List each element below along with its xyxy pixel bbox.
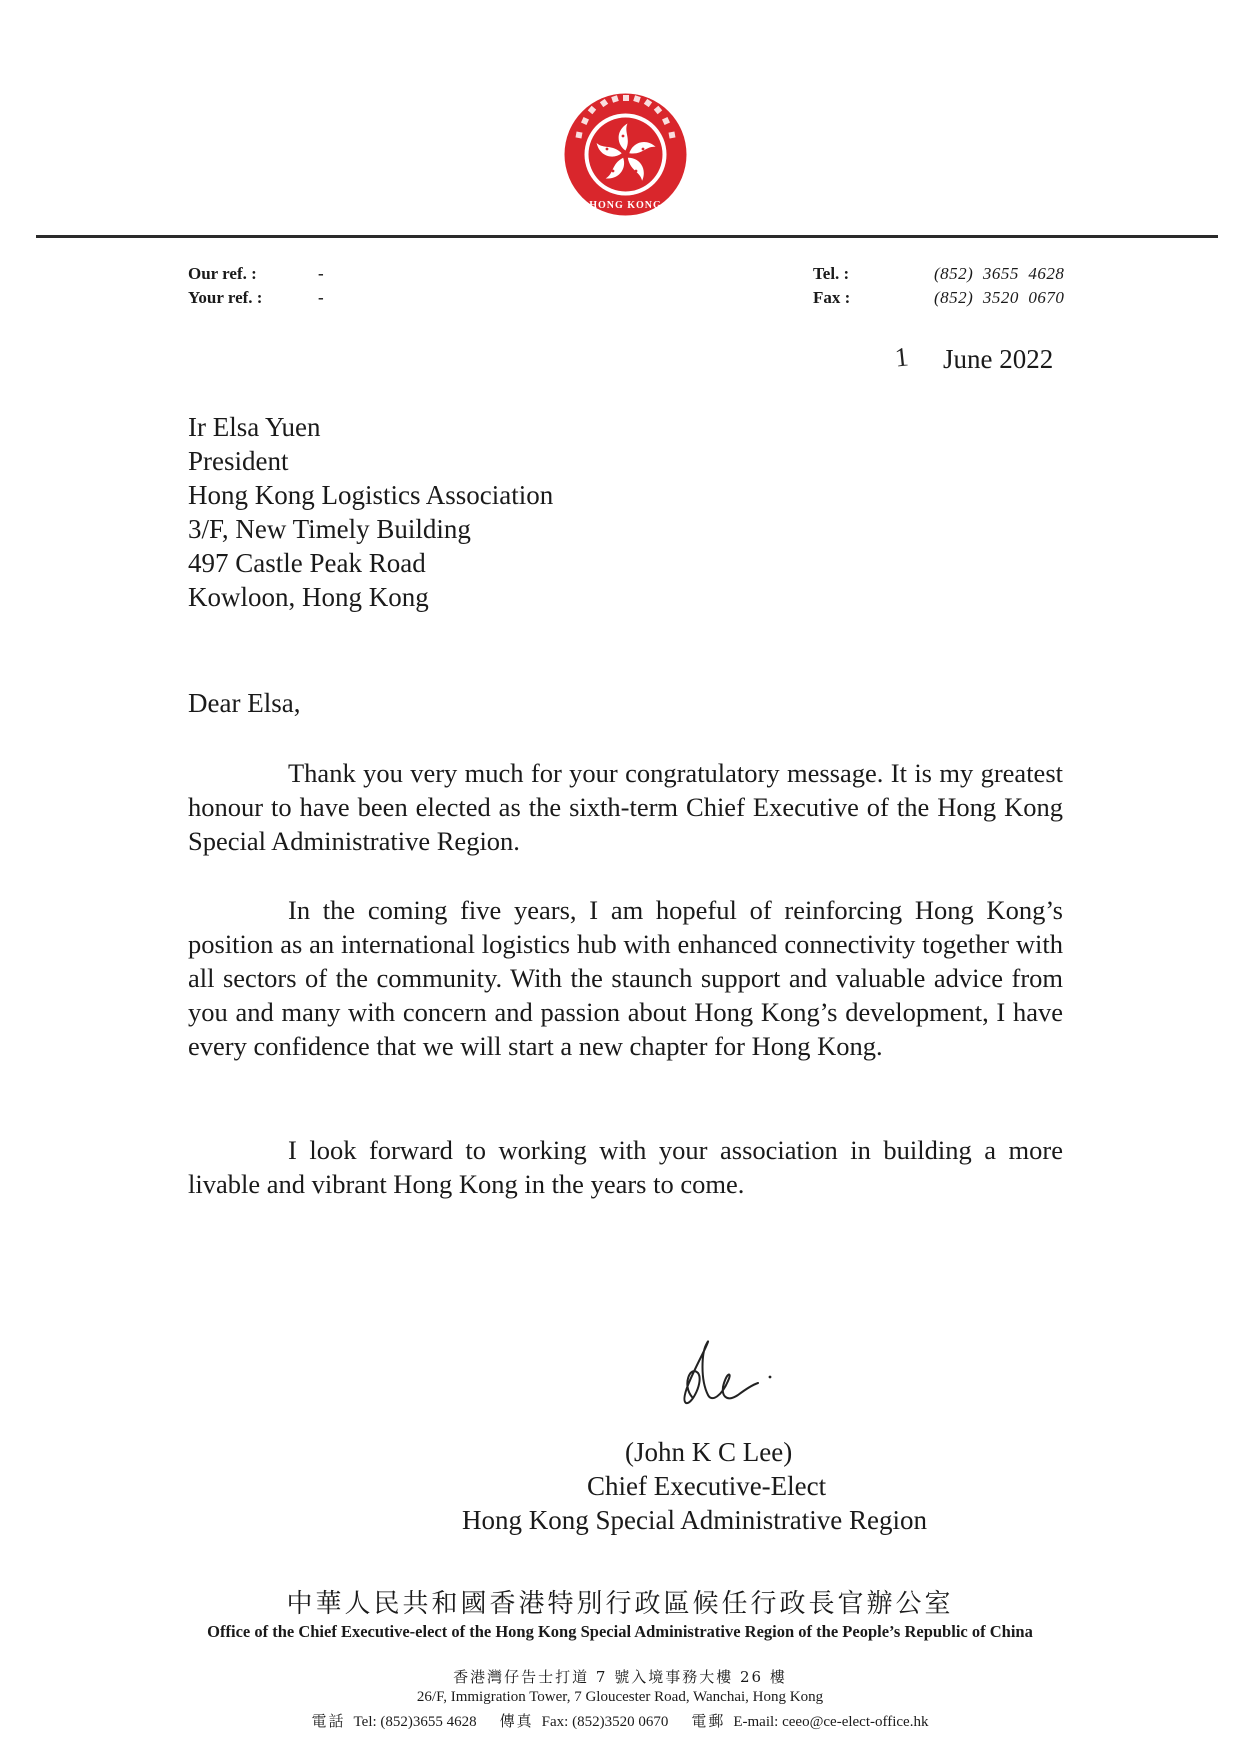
- footer-tel-label-cn: 電話: [311, 1712, 346, 1730]
- signatory-title: Chief Executive-Elect: [587, 1471, 827, 1501]
- recipient-address-line: 3/F, New Timely Building: [188, 514, 471, 544]
- footer-address-english: 26/F, Immigration Tower, 7 Gloucester Road, Wanchai, Hong Kong: [416, 1689, 824, 1705]
- footer-contact-line: [0, 1710, 1240, 1731]
- signatory-name: (John K C Lee): [625, 1437, 793, 1467]
- handwritten-signature: [662, 1325, 782, 1415]
- footer-fax: Fax: (852)3520 0670: [541, 1714, 669, 1730]
- recipient-title: President: [188, 446, 289, 476]
- body-paragraph: In the coming five years, I am hopeful of reinforcing Hong Kong’s position as an international logistics hub with enhanced connectivity together with all sectors of the community. With the staunch support and valuable advice from you and many with concern and passion about Hong Kong’s development, I have every confidence that we will start a new chapter for Hong Kong.: [188, 895, 1063, 1061]
- recipient-address-line: Kowloon, Hong Kong: [188, 582, 429, 612]
- hksar-emblem-logo: [563, 92, 688, 217]
- recipient-organization: Hong Kong Logistics Association: [188, 480, 554, 510]
- your-ref-value: -: [318, 288, 324, 307]
- footer-address-chinese: 香港灣仔告士打道 7 號入境事務大樓 26 樓: [453, 1668, 787, 1686]
- body-paragraph: I look forward to working with your association in building a more livable and vibrant Hong Kong in the years to come.: [188, 1135, 1063, 1199]
- fax-value: (852) 3520 0670: [934, 288, 1065, 307]
- footer-tel: Tel: (852)3655 4628: [353, 1714, 477, 1730]
- your-ref-label: Your ref. :: [188, 288, 263, 307]
- recipient-address-line: 497 Castle Peak Road: [188, 548, 426, 578]
- letterhead-rule: [36, 235, 1218, 238]
- footer-email[interactable]: E-mail: ceeo@ce-elect-office.hk: [733, 1714, 929, 1730]
- footer-fax-label-cn: 傳真: [499, 1712, 534, 1730]
- footer-office-english: Office of the Chief Executive-elect of the Hong Kong Special Administrative Region of the People’s Republic of China: [207, 1622, 1033, 1641]
- tel-value: (852) 3655 4628: [934, 264, 1065, 283]
- recipient-name: Ir Elsa Yuen: [188, 412, 321, 442]
- our-ref-value: -: [318, 264, 324, 283]
- our-ref-label: Our ref. :: [188, 264, 257, 283]
- fax-label: Fax :: [813, 288, 851, 307]
- salutation: Dear Elsa,: [188, 688, 301, 718]
- footer-office-chinese: 中華人民共和國香港特別行政區候任行政長官辦公室: [286, 1589, 954, 1619]
- signatory-organization: Hong Kong Special Administrative Region: [462, 1505, 927, 1535]
- tel-label: Tel. :: [813, 264, 850, 283]
- body-paragraph: Thank you very much for your congratulatory message. It is my greatest honour to have been elected as the sixth-term Chief Executive of the Hong Kong Special Administrative Region.: [188, 758, 1063, 856]
- date-day: 1: [893, 341, 910, 373]
- footer-email-label-cn: 電郵: [691, 1712, 726, 1730]
- letter-date: June 2022: [943, 344, 1054, 374]
- svg-text:HONG KONG: HONG KONG: [589, 200, 662, 211]
